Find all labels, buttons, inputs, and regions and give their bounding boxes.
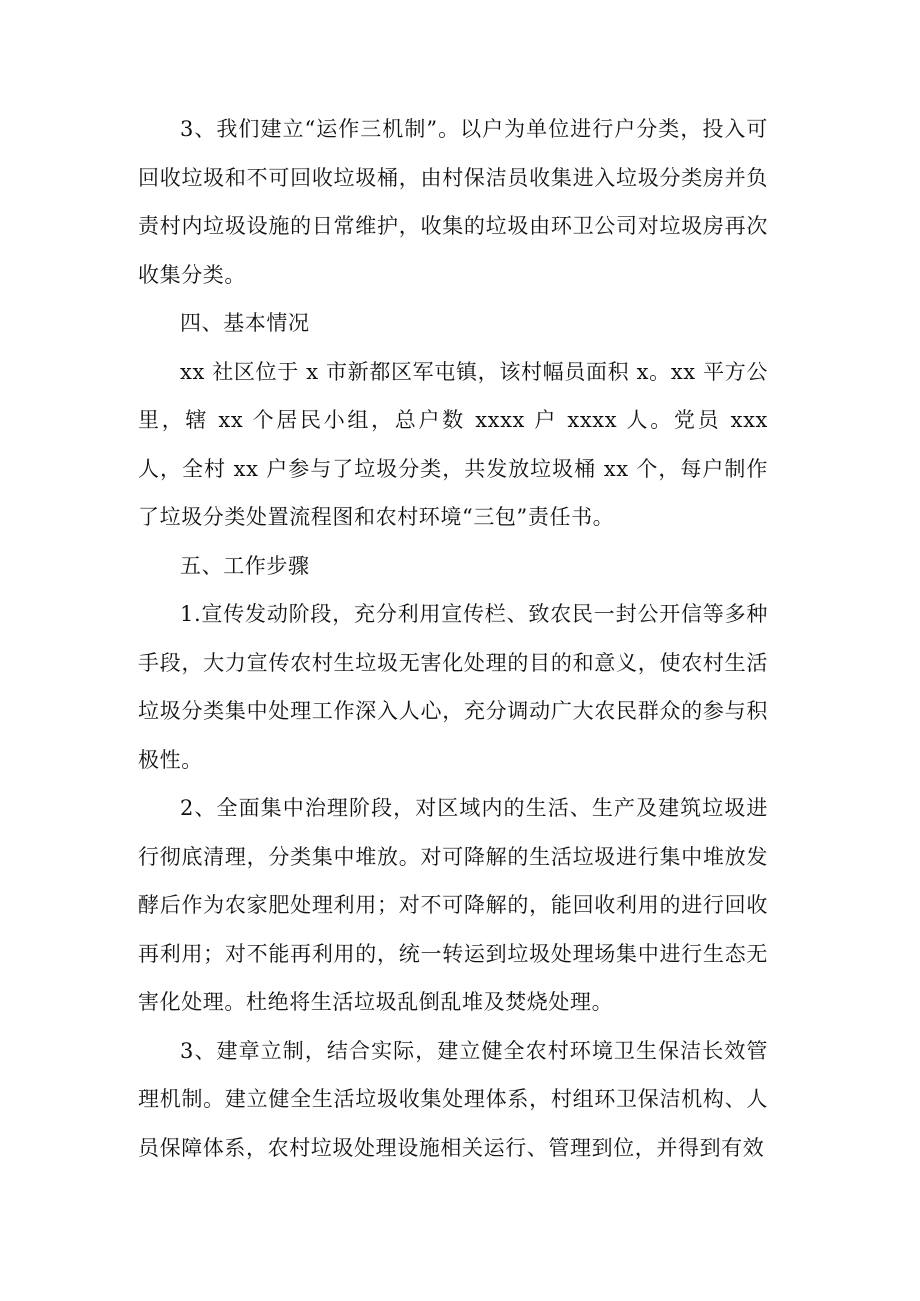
paragraph-operation-mechanism: 3、我们建立“运作三机制”。以户为单位进行户分类，投入可回收垃圾和不可回收垃圾桶，由村保洁员收集进入垃圾分类房并负责村内垃圾设施的日常维护，收集的垃圾由环卫公司对垃圾房再次收集分类。 (138, 117, 768, 287)
paragraph-step-centralized-treatment: 2、全面集中治理阶段，对区域内的生活、生产及建筑垃圾进行彻底清理，分类集中堆放。对可降解的生活垃圾进行集中堆放发酵后作为农家肥处理利用；对不可降解的，能回收利用的进行回收再利用；对不能再利用的，统一转运到垃圾处理场集中进行生态无害化处理。杜绝将生活垃圾乱倒乱堆及焚烧处理。 (138, 796, 768, 1014)
document-body (138, 105, 768, 1172)
section-heading-basic-situation: 四、基本情况 (180, 311, 310, 335)
paragraph-step-publicity: 1.宣传发动阶段，充分利用宣传栏、致农民一封公开信等多种手段，大力宣传农村生垃圾无害化处理的目的和意义，使农村生活垃圾分类集中处理工作深入人心，充分调动广大农民群众的参与积极性。 (138, 602, 768, 772)
paragraph-step-regulations: 3、建章立制，结合实际，建立健全农村环境卫生保洁长效管理机制。建立健全生活垃圾收集处理体系，村组环卫保洁机构、人员保障体系，农村垃圾处理设施相关运行、管理到位，并得到有效 (138, 1038, 768, 1160)
section-heading-work-steps: 五、工作步骤 (180, 553, 310, 578)
paragraph-community-overview: xx 社区位于 x 市新都区军屯镇，该村幅员面积 x。xx 平方公里，辖 xx 个居民小组，总户数 xxxx 户 xxxx 人。党员 xxx 人，全村 xx 户参与了垃圾分类，共发放垃圾桶 xx 个，每户制作了垃圾分类处置流程图和农村环境“三包”责任书。 (138, 359, 768, 529)
